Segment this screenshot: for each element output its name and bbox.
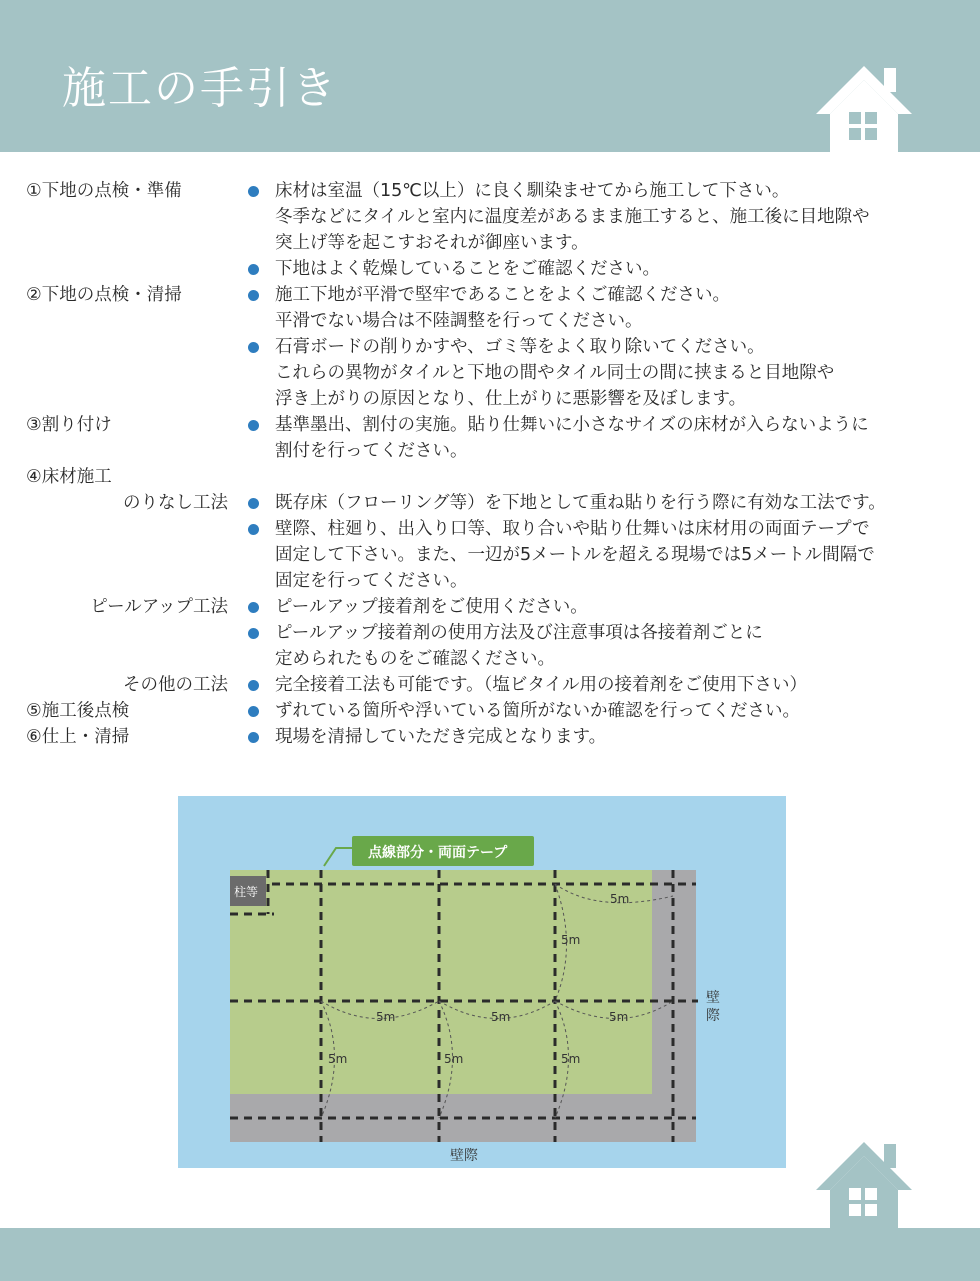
- instruction-text: ピールアップ接着剤の使用方法及び注意事項は各接着剤ごとに: [275, 623, 763, 643]
- bullet-icon: [248, 420, 259, 431]
- instruction-row: [0, 490, 980, 516]
- instruction-row: [0, 412, 980, 438]
- instruction-text: 固定して下さい。また、一辺が5メートルを超える現場では5メートル間隔で: [275, 545, 875, 565]
- instruction-row: [0, 230, 980, 256]
- pillar-label: 柱等: [234, 885, 259, 899]
- callout-label: 点線部分・両面テープ: [368, 845, 508, 861]
- bullet-icon: [248, 524, 259, 535]
- instruction-text: これらの異物がタイルと下地の間やタイル同士の間に挟まると目地隙や: [275, 363, 835, 383]
- instruction-row: [0, 360, 980, 386]
- instruction-text: 既存床（フローリング等）を下地として重ね貼りを行う際に有効な工法です。: [275, 493, 886, 513]
- floor-layout-diagram: [178, 796, 786, 1168]
- instruction-row: [0, 282, 980, 308]
- bullet-icon: [248, 186, 259, 197]
- instruction-text: 割付を行ってください。: [275, 441, 468, 461]
- method-label: その他の工法: [123, 675, 228, 695]
- wall-right-label-2: 際: [706, 1008, 720, 1024]
- instruction-row: [0, 646, 980, 672]
- bullet-icon: [248, 706, 259, 717]
- dim-label: 5m: [561, 933, 581, 947]
- dim-label: 5m: [561, 1052, 581, 1066]
- section-label: ①下地の点検・準備: [26, 181, 182, 201]
- instruction-text: 冬季などにタイルと室内に温度差があるまま施工すると、施工後に目地隙や: [275, 207, 870, 227]
- instruction-row: [0, 334, 980, 360]
- dim-label: 5m: [328, 1052, 348, 1066]
- method-label: のりなし工法: [123, 493, 228, 513]
- wall-bottom-label: 壁際: [450, 1148, 478, 1164]
- instruction-row: [0, 464, 980, 490]
- bullet-icon: [248, 264, 259, 275]
- method-label: ピールアップ工法: [90, 597, 228, 617]
- dim-label: 5m: [609, 1010, 629, 1024]
- instruction-text: ピールアップ接着剤をご使用ください。: [275, 597, 588, 617]
- instruction-row: [0, 594, 980, 620]
- instruction-text: 施工下地が平滑で堅牢であることをよくご確認ください。: [275, 285, 730, 305]
- section-label: ③割り付け: [26, 415, 112, 435]
- instruction-text: 壁際、柱廻り、出入り口等、取り合いや貼り仕舞いは床材用の両面テープで: [275, 519, 870, 539]
- bullet-icon: [248, 498, 259, 509]
- instruction-row: [0, 724, 980, 750]
- instruction-text: 現場を清掃していただき完成となります。: [275, 727, 607, 747]
- instruction-text: ずれている箇所や浮いている箇所がないか確認を行ってください。: [275, 701, 800, 721]
- instruction-row: [0, 620, 980, 646]
- instruction-text: 定められたものをご確認ください。: [275, 649, 555, 669]
- instruction-text: 床材は室温（15℃以上）に良く馴染ませてから施工して下さい。: [275, 181, 790, 201]
- instruction-row: [0, 178, 980, 204]
- instruction-text: 浮き上がりの原因となり、仕上がりに悪影響を及ぼします。: [275, 389, 747, 409]
- instruction-row: [0, 438, 980, 464]
- house-icon: [812, 62, 916, 154]
- dim-label: 5m: [491, 1010, 511, 1024]
- instruction-row: [0, 256, 980, 282]
- instruction-row: [0, 516, 980, 542]
- house-icon: [812, 1138, 916, 1230]
- instruction-list: [0, 178, 980, 750]
- bullet-icon: [248, 602, 259, 613]
- instruction-row: [0, 698, 980, 724]
- section-label: ②下地の点検・清掃: [26, 285, 182, 305]
- instruction-text: 下地はよく乾燥していることをご確認ください。: [275, 259, 660, 279]
- dim-label: 5m: [610, 892, 630, 906]
- instruction-text: 平滑でない場合は不陸調整を行ってください。: [275, 311, 643, 331]
- page-header: [0, 0, 980, 152]
- instruction-text: 完全接着工法も可能です。（塩ビタイル用の接着剤をご使用下さい）: [275, 675, 807, 695]
- instruction-text: 固定を行ってください。: [275, 571, 468, 591]
- bullet-icon: [248, 342, 259, 353]
- instruction-row: [0, 542, 980, 568]
- instruction-row: [0, 308, 980, 334]
- section-label: ⑤施工後点検: [26, 701, 130, 721]
- wall-right-label-1: 壁: [706, 990, 720, 1006]
- section-label: ④床材施工: [26, 467, 112, 487]
- instruction-row: [0, 386, 980, 412]
- instruction-text: 突上げ等を起こすおそれが御座います。: [275, 233, 589, 253]
- bullet-icon: [248, 290, 259, 301]
- floor-area: [230, 870, 652, 1094]
- instruction-text: 石膏ボードの削りかすや、ゴミ等をよく取り除いてください。: [275, 337, 765, 357]
- instruction-row: [0, 568, 980, 594]
- dim-label: 5m: [444, 1052, 464, 1066]
- instruction-row: [0, 204, 980, 230]
- dim-label: 5m: [376, 1010, 396, 1024]
- section-label: ⑥仕上・清掃: [26, 727, 130, 747]
- page-title: 施工の手引き: [62, 63, 338, 114]
- instruction-text: 基準墨出、割付の実施。貼り仕舞いに小さなサイズの床材が入らないように: [275, 415, 869, 435]
- page-footer: [0, 1228, 980, 1281]
- bullet-icon: [248, 680, 259, 691]
- bullet-icon: [248, 628, 259, 639]
- bullet-icon: [248, 732, 259, 743]
- instruction-row: [0, 672, 980, 698]
